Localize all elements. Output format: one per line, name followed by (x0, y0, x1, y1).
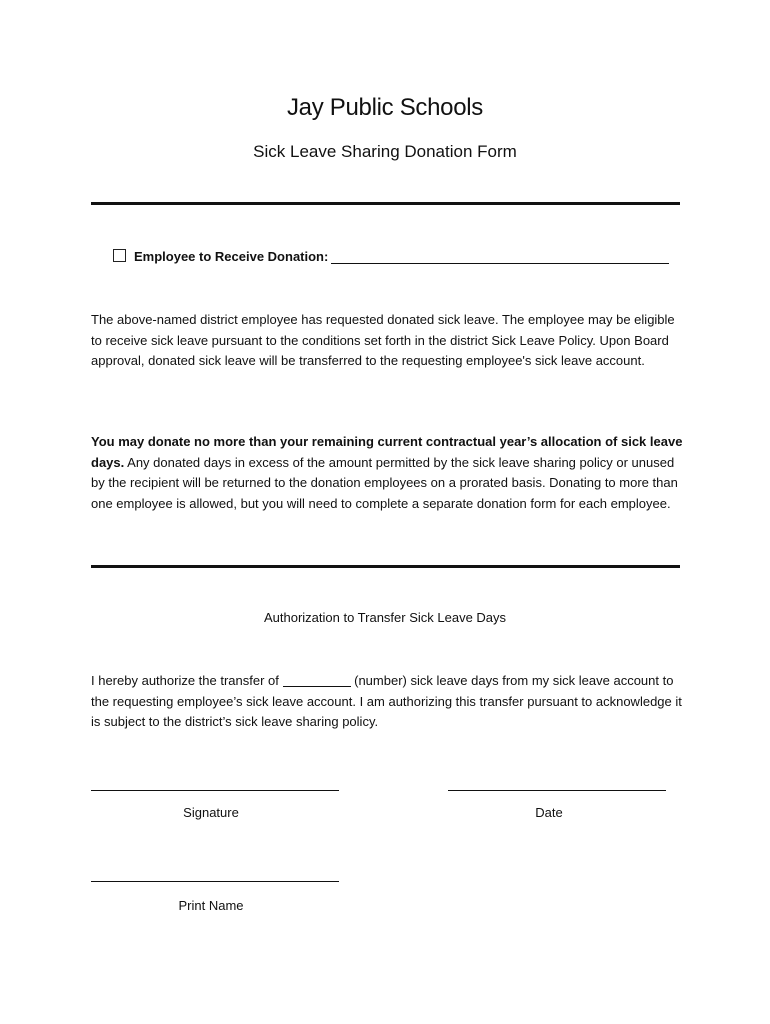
date-line[interactable] (448, 790, 666, 791)
authorization-title: Authorization to Transfer Sick Leave Days (263, 610, 507, 625)
signature-label: Signature (183, 805, 239, 820)
date-label: Date (535, 805, 563, 820)
limit-paragraph (91, 432, 683, 514)
print-name-line[interactable] (91, 881, 339, 882)
donee-label: Employee to Receive Donation: (134, 249, 329, 264)
limit-bold-text: You may donate no more than your remaining current contractual year’s allocation of sick leave days. (91, 434, 683, 470)
divider-middle (91, 565, 680, 568)
donee-row (113, 249, 669, 264)
authorization-text-after: (number) sick leave days from my sick leave account to the requesting employee’s sick leave account. I am authorizing this transfer pursuant to acknowledge it is subject to the district’s sick leave sharing policy. (91, 673, 682, 729)
print-name-label: Print Name (178, 898, 244, 913)
divider-top (91, 202, 680, 205)
form-subtitle: Sick Leave Sharing Donation Form (253, 142, 517, 161)
donee-checkbox[interactable] (113, 249, 126, 262)
signature-line[interactable] (91, 790, 339, 791)
intro-paragraph: The above-named district employee has requested donated sick leave. The employee may be eligible to receive sick leave pursuant to the conditions set forth in the district Sick Leave Policy. Upon Board approval, donated sick leave will be transferred to the requesting employee's sick leave account. (91, 312, 675, 368)
donee-name-field[interactable] (331, 250, 669, 264)
authorization-text-before: I hereby authorize the transfer of (91, 673, 283, 688)
authorization-paragraph (91, 671, 683, 733)
page-title: Jay Public Schools (286, 94, 484, 121)
days-number-field[interactable] (283, 674, 351, 687)
limit-text: Any donated days in excess of the amount permitted by the sick leave sharing policy or unused by the recipient will be returned to the donation employees on a prorated basis. Donating to more than one employee is allowed, but you will need to complete a separate donation form for each employee. (91, 454, 678, 511)
